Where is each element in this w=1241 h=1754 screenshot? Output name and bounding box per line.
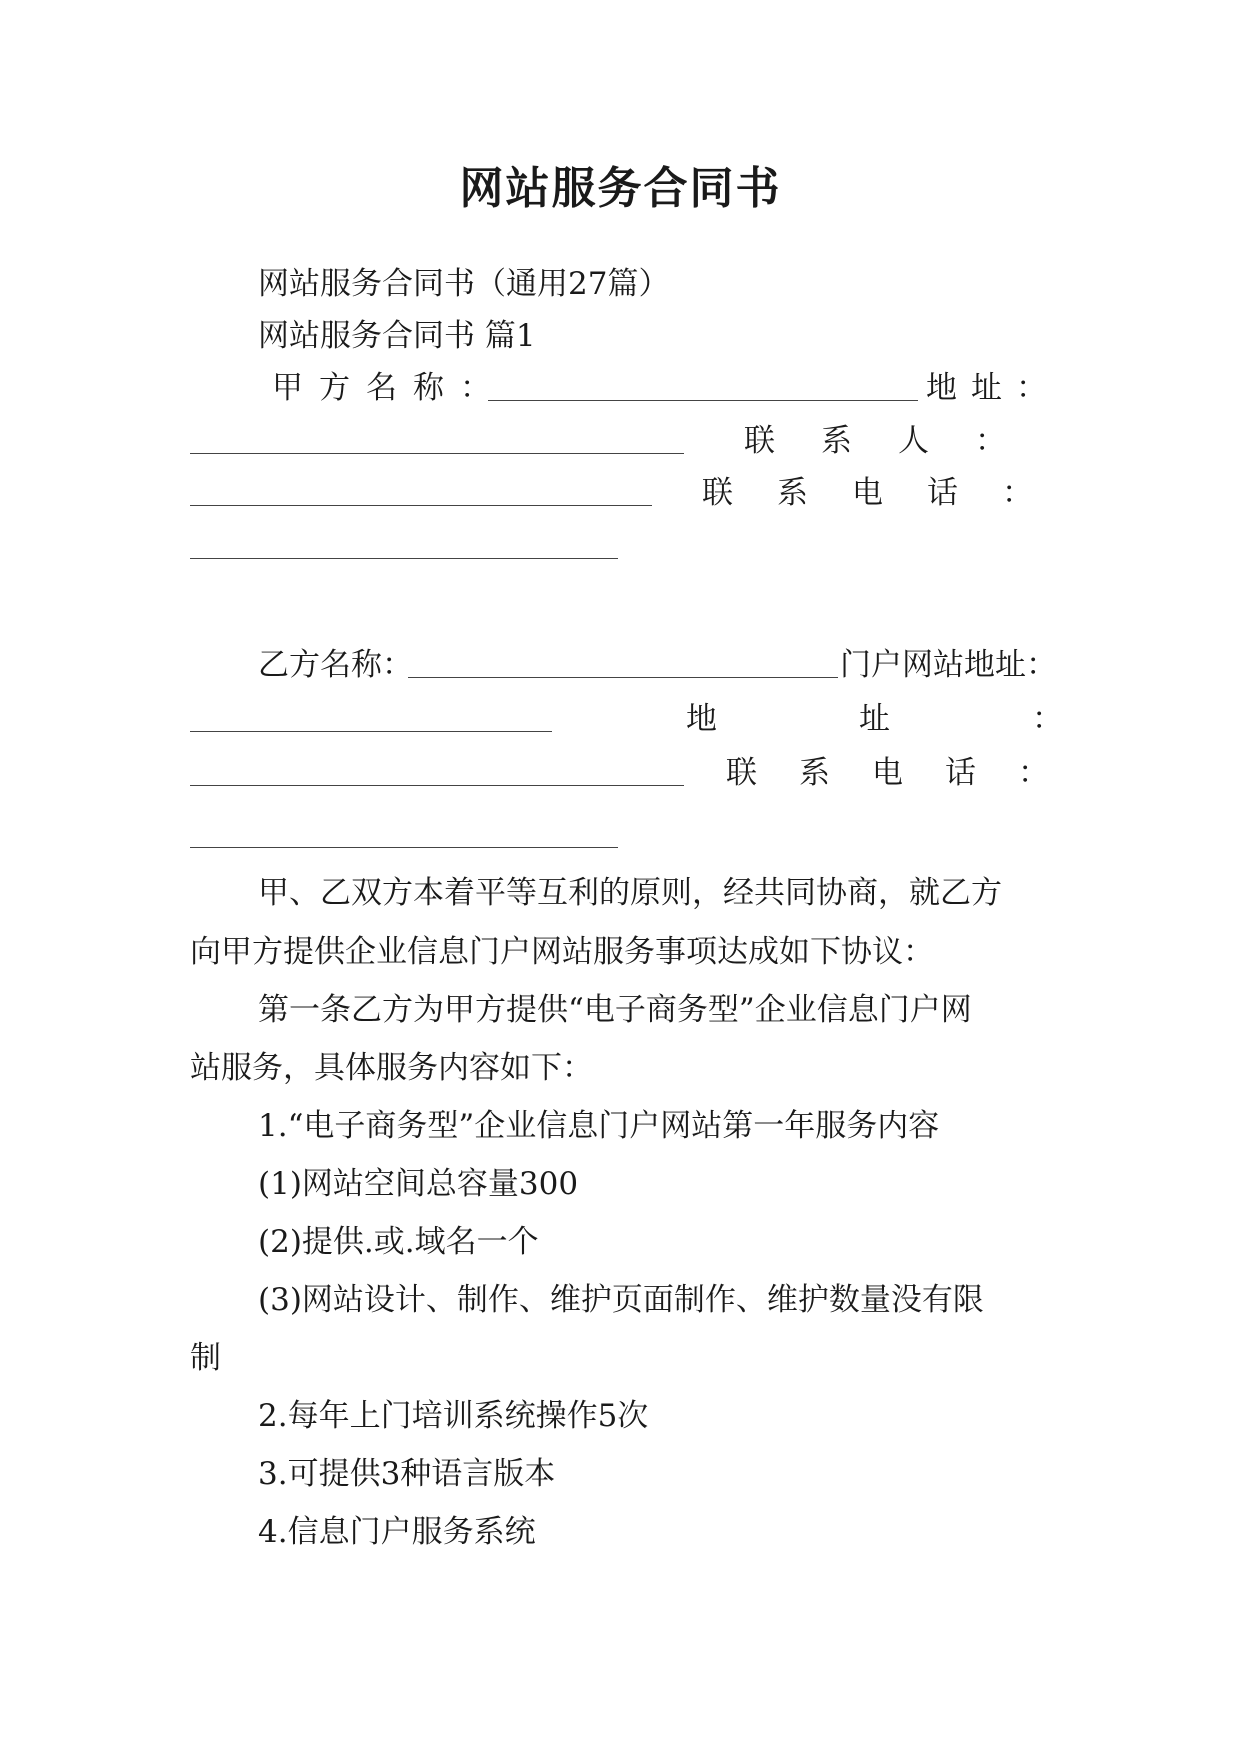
- paragraph-1-line-2: 向甲方提供企业信息门户网站服务事项达成如下协议：: [190, 934, 934, 970]
- party-a-name-label: 甲方名称：: [272, 370, 507, 406]
- list-item-1-3-line-1: (3)网站设计、制作、维护页面制作、维护数量没有限: [258, 1282, 984, 1318]
- party-b-phone-blank: [190, 847, 618, 848]
- list-item-1-2: (2)提供.或.域名一个: [258, 1224, 539, 1260]
- section-heading: 网站服务合同书 篇1: [258, 318, 536, 354]
- paragraph-1-line-1: 甲、乙双方本着平等互利的原则，经共同协商，就乙方: [258, 875, 1002, 911]
- paragraph-2-line-2: 站服务，具体服务内容如下：: [190, 1050, 593, 1086]
- party-b-name-blank: [408, 677, 838, 678]
- party-b-name-label: 乙方名称：: [258, 647, 413, 683]
- party-a-address-blank: [190, 453, 684, 454]
- party-b-phone-label: 联系电话：: [726, 755, 1091, 791]
- party-a-phone-blank: [190, 558, 618, 559]
- party-a-name-blank: [488, 400, 918, 401]
- party-a-phone-label: 联系电话：: [702, 475, 1077, 511]
- party-a-contact-blank: [190, 505, 652, 506]
- party-b-portal-blank: [190, 731, 552, 732]
- list-item-2: 2.每年上门培训系统操作5次: [258, 1398, 649, 1434]
- party-a-address-label: 地址：: [926, 370, 1061, 406]
- list-item-1-3-line-2: 制: [190, 1340, 221, 1376]
- list-item-1-1: (1)网站空间总容量300: [258, 1166, 579, 1202]
- list-item-4: 4.信息门户服务系统: [258, 1514, 536, 1550]
- document-title: 网站服务合同书: [459, 163, 782, 214]
- party-a-contact-label: 联系人：: [744, 423, 1052, 459]
- party-b-address-label: 地址：: [686, 701, 1205, 737]
- party-b-portal-label: 门户网站地址：: [840, 647, 1057, 683]
- list-item-1: 1.“电子商务型”企业信息门户网站第一年服务内容: [258, 1108, 940, 1144]
- list-item-3: 3.可提供3种语言版本: [258, 1456, 556, 1492]
- document-subtitle: 网站服务合同书（通用27篇）: [258, 266, 670, 302]
- party-b-address-blank: [190, 785, 684, 786]
- paragraph-2-line-1: 第一条乙方为甲方提供“电子商务型”企业信息门户网: [258, 992, 972, 1028]
